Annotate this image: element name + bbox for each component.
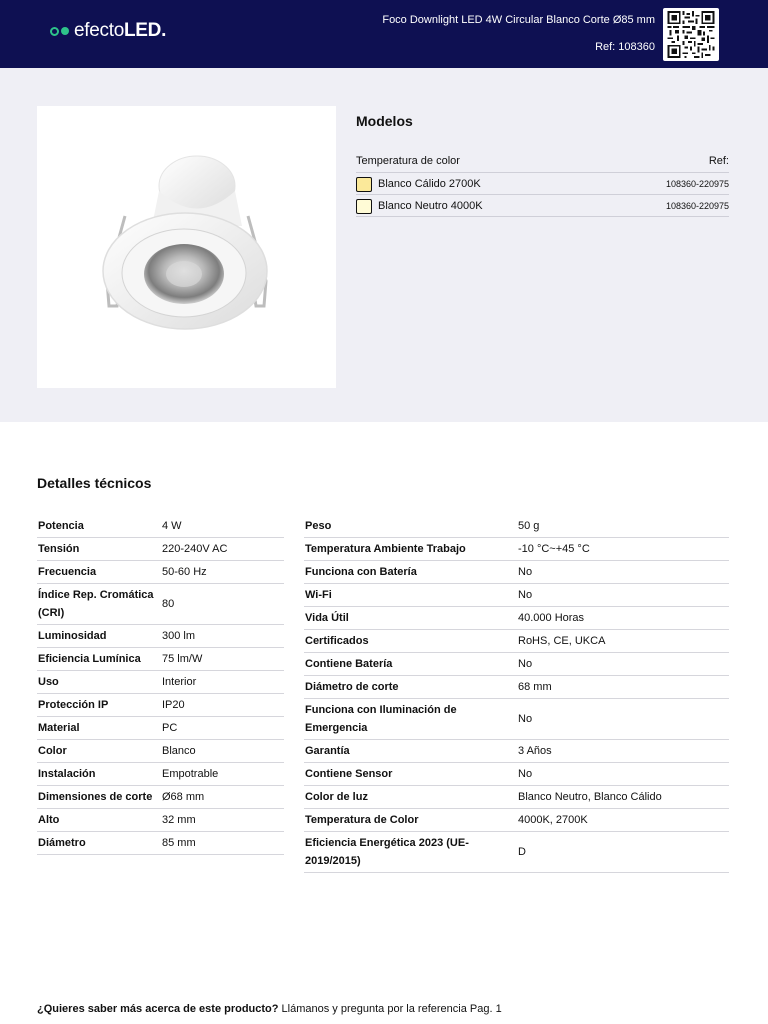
- spec-value: Ø68 mm: [161, 786, 284, 809]
- spec-value: 3 Años: [517, 740, 729, 763]
- spec-value: 4 W: [161, 515, 284, 538]
- spec-label: Dimensiones de corte: [37, 786, 161, 809]
- spec-value: 85 mm: [161, 832, 284, 855]
- footer-contact: [37, 1003, 502, 1015]
- spec-label: Certificados: [304, 630, 517, 653]
- spec-value: No: [517, 584, 729, 607]
- spec-row: [37, 561, 284, 584]
- model-left: [356, 177, 481, 192]
- model-ref: 108360-220975: [665, 179, 729, 189]
- spec-value: Blanco: [161, 740, 284, 763]
- spec-row: [304, 653, 729, 676]
- models-header-row: [356, 155, 729, 173]
- spec-label: Frecuencia: [37, 561, 161, 584]
- spec-row: [304, 740, 729, 763]
- spec-row: [304, 561, 729, 584]
- spec-label: Wi-Fi: [304, 584, 517, 607]
- spec-row: [37, 694, 284, 717]
- spec-value: 40.000 Horas: [517, 607, 729, 630]
- details-title: Detalles técnicos: [37, 475, 152, 491]
- spec-label: Contiene Batería: [304, 653, 517, 676]
- spec-value: 80: [161, 584, 284, 625]
- spec-label: Eficiencia Energética 2023 (UE-2019/2015): [304, 832, 517, 873]
- page-header: [0, 0, 768, 68]
- spec-label: Garantía: [304, 740, 517, 763]
- qr-code-icon[interactable]: [663, 8, 719, 61]
- spec-label: Peso: [304, 515, 517, 538]
- color-swatch: [356, 177, 372, 192]
- spec-label: Índice Rep. Cromática (CRI): [37, 584, 161, 625]
- spec-label: Vida Útil: [304, 607, 517, 630]
- spec-row: [304, 786, 729, 809]
- spec-label: Potencia: [37, 515, 161, 538]
- spec-value: 32 mm: [161, 809, 284, 832]
- logo-text: efectoLED.: [74, 20, 167, 41]
- spec-row: [304, 676, 729, 699]
- spec-row: [304, 809, 729, 832]
- model-row[interactable]: [356, 196, 729, 217]
- spec-row: [304, 607, 729, 630]
- spec-value: 4000K, 2700K: [517, 809, 729, 832]
- spec-label: Alto: [37, 809, 161, 832]
- product-ref: Ref: 108360: [595, 41, 655, 53]
- spec-row: [304, 699, 729, 740]
- spec-label: Instalación: [37, 763, 161, 786]
- models-title: Modelos: [356, 113, 413, 129]
- spec-label: Funciona con Batería: [304, 561, 517, 584]
- footer-text: Llámanos y pregunta por la referencia Pag. 1: [278, 1003, 502, 1015]
- spec-value: 75 lm/W: [161, 648, 284, 671]
- spec-label: Tensión: [37, 538, 161, 561]
- spec-row: [304, 832, 729, 873]
- spec-label: Color de luz: [304, 786, 517, 809]
- product-title: Foco Downlight LED 4W Circular Blanco Corte Ø85 mm: [382, 14, 655, 26]
- spec-row: [304, 584, 729, 607]
- spec-value: 220-240V AC: [161, 538, 284, 561]
- spec-label: Temperatura Ambiente Trabajo: [304, 538, 517, 561]
- spec-label: Contiene Sensor: [304, 763, 517, 786]
- spec-row: [37, 538, 284, 561]
- spec-row: [37, 717, 284, 740]
- spec-label: Eficiencia Lumínica: [37, 648, 161, 671]
- spec-value: IP20: [161, 694, 284, 717]
- spec-value: Empotrable: [161, 763, 284, 786]
- spec-value: Blanco Neutro, Blanco Cálido: [517, 786, 729, 809]
- spec-row: [37, 786, 284, 809]
- spec-row: [37, 740, 284, 763]
- spec-value: 50-60 Hz: [161, 561, 284, 584]
- spec-row: [37, 584, 284, 625]
- spec-row: [37, 625, 284, 648]
- spec-label: Material: [37, 717, 161, 740]
- spec-value: 68 mm: [517, 676, 729, 699]
- spec-value: Interior: [161, 671, 284, 694]
- spec-value: 300 lm: [161, 625, 284, 648]
- spec-row: [304, 538, 729, 561]
- spec-row: [37, 832, 284, 855]
- col-ref: Ref:: [708, 155, 729, 167]
- spec-row: [37, 809, 284, 832]
- spec-table-left: [37, 515, 284, 855]
- logo-mark-icon: [50, 27, 69, 36]
- spec-value: 50 g: [517, 515, 729, 538]
- spec-label: Uso: [37, 671, 161, 694]
- model-name: Blanco Cálido 2700K: [378, 178, 481, 190]
- spec-row: [304, 763, 729, 786]
- spec-row: [304, 630, 729, 653]
- spec-label: Luminosidad: [37, 625, 161, 648]
- spec-value: No: [517, 763, 729, 786]
- product-image: [37, 106, 336, 388]
- col-temperature: Temperatura de color: [356, 155, 460, 167]
- model-row[interactable]: [356, 174, 729, 195]
- spec-label: Diámetro de corte: [304, 676, 517, 699]
- spec-label: Diámetro: [37, 832, 161, 855]
- spec-row: [304, 515, 729, 538]
- spec-value: PC: [161, 717, 284, 740]
- spec-row: [37, 648, 284, 671]
- spec-value: No: [517, 653, 729, 676]
- color-swatch: [356, 199, 372, 214]
- model-left: [356, 199, 483, 214]
- spec-value: -10 °C~+45 °C: [517, 538, 729, 561]
- spec-row: [37, 671, 284, 694]
- model-ref: 108360-220975: [665, 201, 729, 211]
- model-name: Blanco Neutro 4000K: [378, 200, 483, 212]
- spec-label: Temperatura de Color: [304, 809, 517, 832]
- spec-value: D: [517, 832, 729, 873]
- spec-value: No: [517, 561, 729, 584]
- spec-label: Protección IP: [37, 694, 161, 717]
- spec-row: [37, 515, 284, 538]
- spec-value: RoHS, CE, UKCA: [517, 630, 729, 653]
- footer-question: ¿Quieres saber más acerca de este producto?: [37, 1003, 279, 1015]
- spec-label: Color: [37, 740, 161, 763]
- brand-logo[interactable]: [50, 19, 166, 43]
- spec-row: [37, 763, 284, 786]
- spec-label: Funciona con Iluminación de Emergencia: [304, 699, 517, 740]
- spec-value: No: [517, 699, 729, 740]
- spec-table-right: [304, 515, 729, 873]
